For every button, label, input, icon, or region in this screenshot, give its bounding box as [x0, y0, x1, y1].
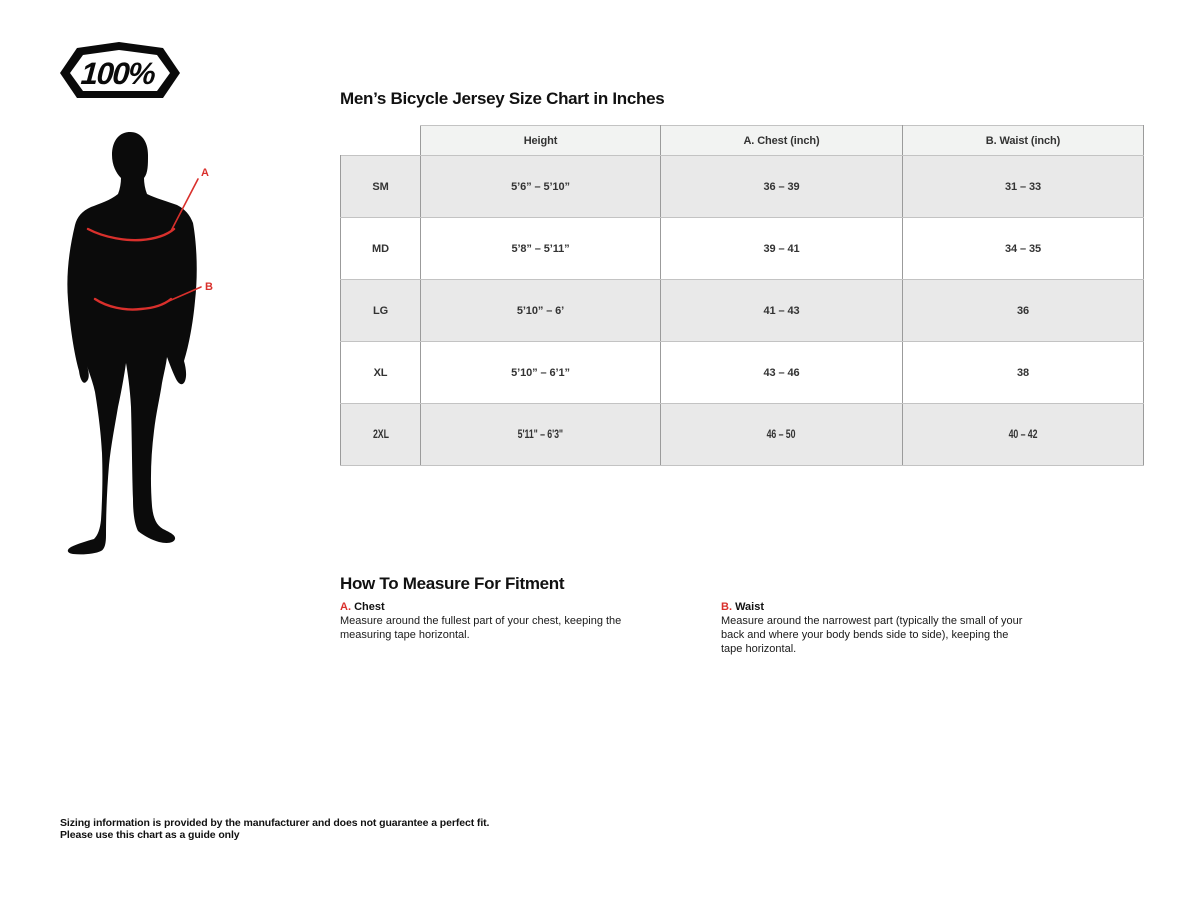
body-silhouette-shape: [67, 132, 196, 554]
table-header-row: [341, 126, 1144, 156]
height-cell: 5'11" – 6'3": [421, 404, 661, 466]
sizing-disclaimer: [60, 817, 489, 841]
table-row-2xl: [341, 404, 1144, 466]
table-row-lg: [341, 280, 1144, 342]
measure-waist-label: [721, 600, 1026, 614]
waist-cell: 40 – 42: [903, 404, 1144, 466]
measure-waist-letter: B.: [721, 601, 732, 613]
disclaimer-line-2: Please use this chart as a guide only: [60, 829, 240, 841]
table-row-md: [341, 218, 1144, 280]
height-cell: 5’10” – 6’1”: [421, 342, 661, 404]
disclaimer-line-1: Sizing information is provided by the manufacturer and does not guarantee a perfect fit.: [60, 817, 490, 829]
how-to-measure-section: [340, 573, 1143, 656]
chest-cell: 43 – 46: [661, 342, 903, 404]
measure-waist-name: Waist: [735, 601, 764, 613]
chest-label-a: A: [201, 167, 209, 179]
brand-logo-text: 100%: [79, 56, 156, 91]
measure-chest-label: [340, 600, 658, 614]
size-cell: SM: [341, 156, 421, 218]
height-cell: 5’6” – 5’10”: [421, 156, 661, 218]
measure-item-chest: [340, 600, 658, 656]
chest-cell: 46 – 50: [661, 404, 903, 466]
header-height: Height: [421, 126, 661, 156]
header-chest: A. Chest (inch): [661, 126, 903, 156]
height-cell: 5’10” – 6’: [421, 280, 661, 342]
measure-item-waist: [721, 600, 1026, 656]
male-silhouette: [55, 105, 275, 560]
waist-cell: 36: [903, 280, 1144, 342]
chest-cell: 41 – 43: [661, 280, 903, 342]
size-cell: LG: [341, 280, 421, 342]
chest-cell: 36 – 39: [661, 156, 903, 218]
waist-cell: 38: [903, 342, 1144, 404]
table-row-sm: [341, 156, 1144, 218]
waist-cell: 31 – 33: [903, 156, 1144, 218]
measure-chest-text: Measure around the fullest part of your chest, keeping the measuring tape horizontal.: [340, 615, 622, 641]
brand-logo-icon: [60, 40, 180, 106]
size-cell: XL: [341, 342, 421, 404]
table-row-xl: [341, 342, 1144, 404]
measure-heading: How To Measure For Fitment: [340, 574, 565, 593]
header-waist: B. Waist (inch): [903, 126, 1144, 156]
main-content: [340, 88, 1143, 656]
page-title: Men’s Bicycle Jersey Size Chart in Inches: [340, 89, 665, 108]
size-chart-table: [340, 125, 1144, 466]
size-cell: MD: [341, 218, 421, 280]
header-blank-cell: [341, 126, 421, 156]
measure-waist-text: Measure around the narrowest part (typically the small of your back and where your body bends side to side), keeping the tape horizontal.: [721, 615, 1023, 655]
waist-cell: 34 – 35: [903, 218, 1144, 280]
height-cell: 5’8” – 5’11”: [421, 218, 661, 280]
waist-label-b: B: [205, 281, 213, 293]
size-cell: 2XL: [341, 404, 421, 466]
measure-chest-name: Chest: [354, 601, 385, 613]
measure-chest-letter: A.: [340, 601, 351, 613]
chest-cell: 39 – 41: [661, 218, 903, 280]
